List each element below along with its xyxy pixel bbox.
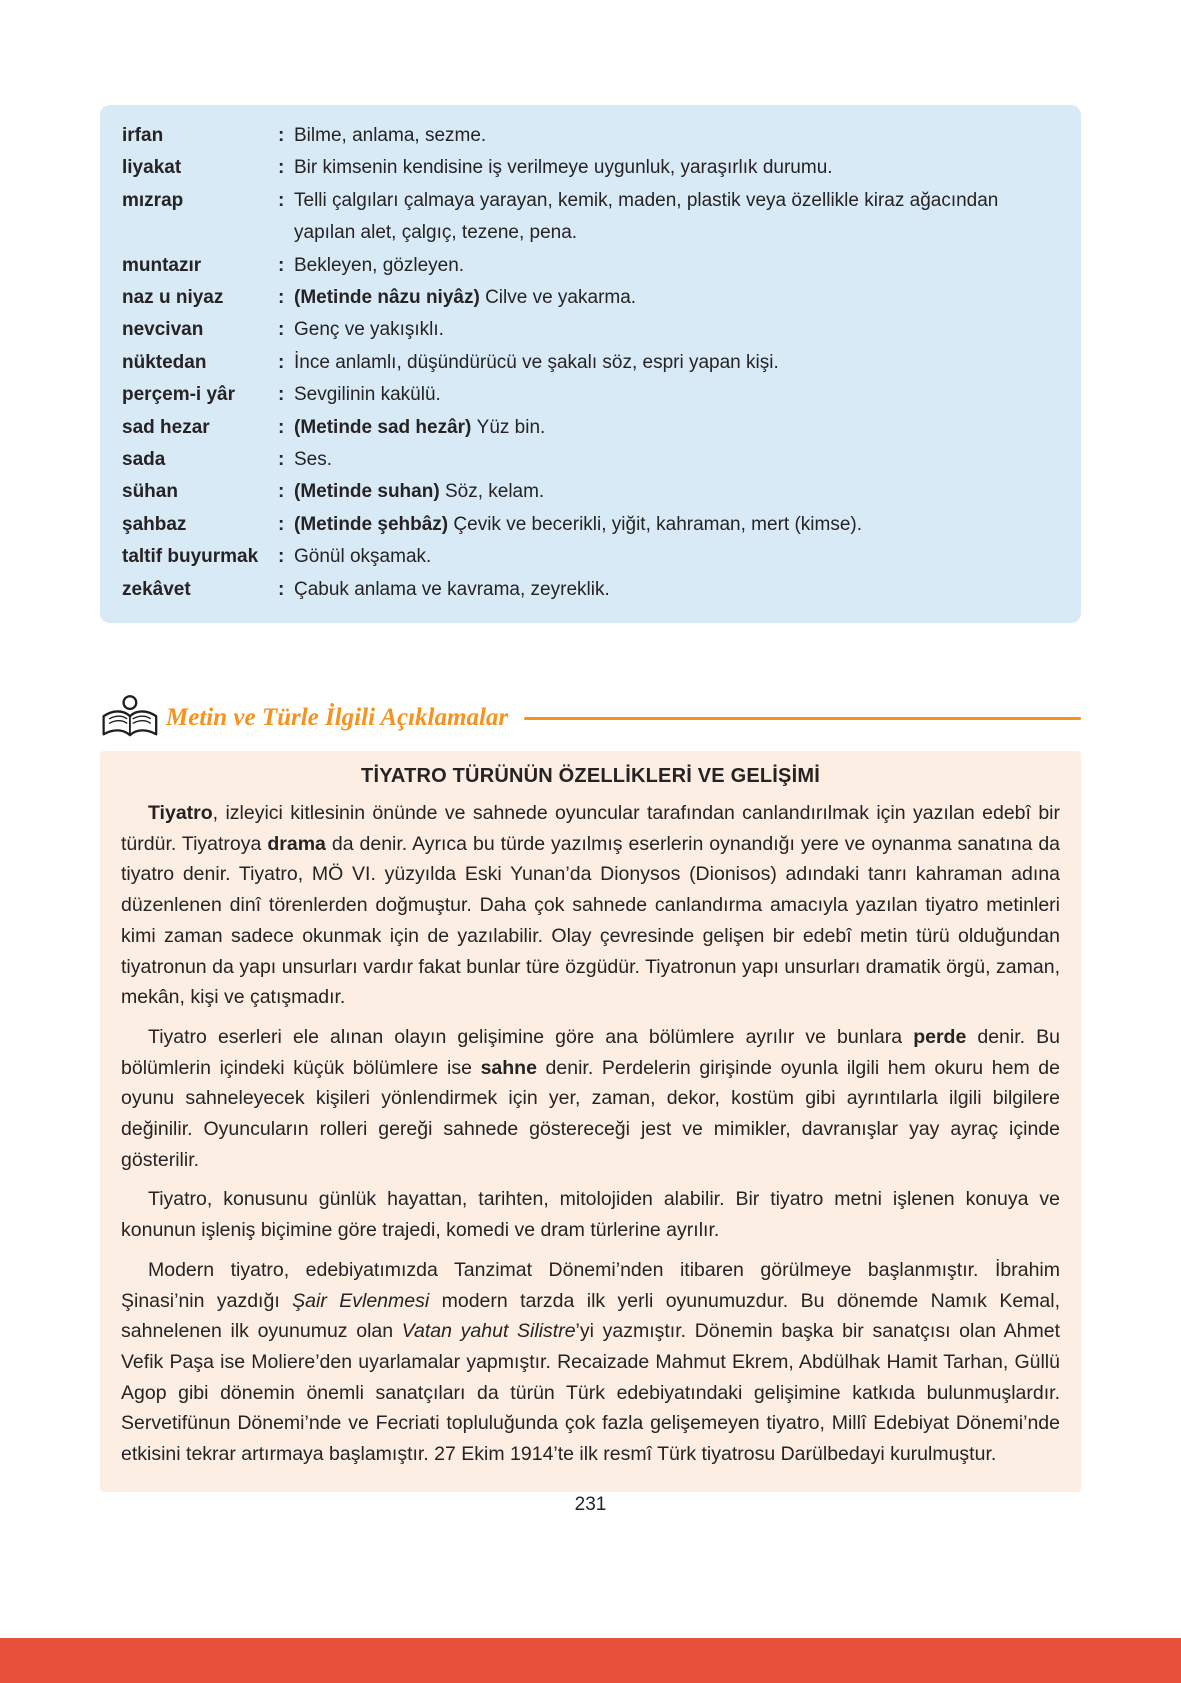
article-title: TİYATRO TÜRÜNÜN ÖZELLİKLERİ VE GELİŞİMİ: [361, 765, 820, 787]
glossary-definition: Gönül okşamak.: [294, 546, 432, 568]
glossary-box: [100, 105, 1081, 623]
glossary-term: naz u niyaz: [122, 287, 224, 309]
footer-bar: [0, 1638, 1181, 1683]
glossary-term: irfan: [122, 125, 164, 146]
glossary-row: [122, 444, 1059, 476]
glossary-definition: Genç ve yakışıklı.: [294, 319, 444, 341]
glossary-term: sad hezar: [122, 416, 210, 438]
glossary-colon: :: [278, 254, 285, 276]
article-box: [100, 751, 1081, 1492]
glossary-term: şahbaz: [122, 513, 187, 535]
glossary-term: sada: [122, 449, 166, 471]
glossary-definition: (Metinde şehbâz) Çevik ve becerikli, yiğit, kahraman, mert (kimse).: [294, 513, 863, 535]
glossary-definition: Telli çalgıları çalmaya yarayan, kemik, maden, plastik veya özellikle kiraz ağacından yapılan alet, çalgıç, tezene, pena.: [294, 189, 999, 244]
glossary-term: muntazır: [122, 254, 202, 276]
section-rule: [524, 717, 1081, 720]
glossary-row: [122, 120, 1059, 152]
article-paragraph: Tiyatro eserleri ele alınan olayın gelişimine göre ana bölümlere ayrılır ve bunlara perde denir. Bu bölümlerin içindeki küçük bölümlere ise sahne denir. Perdelerin girişinde oyunla ilgili hem okuru hem de oyunu sahneleyecek kişileri yönlendirmek için yer, zaman, dekor, kostüm gibi ayrıntılarla ilgili bilgilere değinilir. Oyuncuların rolleri gereği sahnede göstereceği jest ve mimikler, davranışlar yay ayraç içinde gösterilir.: [121, 1025, 1061, 1171]
glossary-definition: Sevgilinin kakülü.: [294, 384, 441, 406]
glossary-definition: İnce anlamlı, düşündürücü ve şakalı söz, espri yapan kişi.: [294, 351, 779, 373]
section-heading: Metin ve Türle İlgili Açıklamalar: [166, 704, 509, 731]
glossary-colon: :: [278, 384, 285, 406]
glossary-row: [122, 541, 1059, 573]
glossary-term: taltif buyurmak: [122, 546, 259, 568]
glossary-definition: Bir kimsenin kendisine iş verilmeye uygunluk, yaraşırlık durumu.: [294, 157, 833, 179]
glossary-row: [122, 476, 1059, 508]
glossary-colon: :: [278, 546, 285, 568]
glossary-row: [122, 412, 1059, 444]
glossary-colon: :: [278, 578, 285, 600]
glossary-term: nevcivan: [122, 319, 204, 341]
article-paragraph: Tiyatro, konusunu günlük hayattan, tarihten, mitolojiden alabilir. Bir tiyatro metni işlenen konuya ve konunun işleniş biçimine göre trajedi, komedi ve dram türlerine ayrılır.: [121, 1188, 1060, 1242]
glossary-colon: :: [278, 416, 285, 438]
glossary-term: nüktedan: [122, 351, 207, 373]
glossary-row: [122, 574, 1059, 606]
page-number: 231: [574, 1494, 607, 1515]
article-paragraphs: [121, 798, 1060, 1470]
glossary-row: [122, 185, 1059, 250]
glossary-row: [122, 152, 1059, 184]
glossary-colon: :: [278, 319, 285, 341]
glossary-term: perçem-i yâr: [122, 384, 236, 406]
glossary-definition: Bilme, anlama, sezme.: [294, 125, 487, 146]
glossary-definition: (Metinde sad hezâr) Yüz bin.: [294, 416, 546, 438]
glossary-row: [122, 347, 1059, 379]
glossary-definition: Çabuk anlama ve kavrama, zeyreklik.: [294, 578, 610, 600]
glossary-row: [122, 314, 1059, 346]
glossary-term: sühan: [122, 481, 178, 503]
glossary-definition: Ses.: [294, 449, 333, 471]
article-paragraph: Modern tiyatro, edebiyatımızda Tanzimat Dönemi’nden itibaren görülmeye başlanmıştır. İbrahim Şinasi’nin yazdığı Şair Evlenmesi modern tarzda ilk yerli oyunumuzdur. Bu dönemde Namık Kemal, sahnelenen ilk oyunumuz olan Vatan yahut Silistre’yi yazmıştır. Dönemin başka bir sanatçısı olan Ahmet Vefik Paşa ise Moliere’den uyarlamalar yapmıştır. Recaizade Mahmut Ekrem, Abdülhak Hamit Tarhan, Güllü Agop gibi dönemin önemli sanatçıları da türün Türk edebiyatındaki gelişimine katkıda bulunmuşlardır. Servetifünun Dönemi’nde ve Fecriati topluluğunda çok fazla gelişemeyen tiyatro, Millî Edebiyat Dönemi’nde etkisini tekrar artırmaya başlamıştır. 27 Ekim 1914’te ilk resmî Türk tiyatrosu Darülbedayi kurulmuştur.: [121, 1258, 1061, 1466]
glossary-colon: :: [278, 189, 285, 211]
glossary-definition: Bekleyen, gözleyen.: [294, 254, 465, 276]
glossary-colon: :: [278, 157, 285, 179]
glossary-row: [122, 250, 1059, 282]
glossary-colon: :: [278, 481, 285, 503]
glossary-row: [122, 282, 1059, 314]
glossary-term: mızrap: [122, 189, 184, 211]
glossary-rows: [122, 120, 1059, 606]
glossary-definition: (Metinde nâzu niyâz) Cilve ve yakarma.: [294, 287, 637, 309]
reader-icon: [100, 694, 158, 742]
glossary-row: [122, 509, 1059, 541]
section-header: [100, 694, 1081, 742]
glossary-term: liyakat: [122, 157, 182, 179]
article-paragraph: Tiyatro, izleyici kitlesinin önünde ve sahnede oyuncular tarafından canlandırılmak için yazılan edebî bir türdür. Tiyatroya drama da denir. Ayrıca bu türde yazılmış eserlerin oynandığı yere ve oynanma sanatına da tiyatro denir. Tiyatro, MÖ VI. yüzyılda Eski Yunan’da Dionysos (Dionisos) adındaki tanrı kahraman adına düzenlenen dinî törenlerden doğmuştur. Daha çok sahnede canlandırma amacıyla yazılan tiyatro metinleri kimi zaman sadece okunmak için de yazılabilir. Olay çevresinde gelişen bir edebî metin türü olduğundan tiyatronun da yapı unsurları vardır fakat bunlar türe özgüdür. Tiyatronun yapı unsurları dramatik örgü, zaman, mekân, kişi ve çatışmadır.: [121, 802, 1061, 1009]
glossary-colon: :: [278, 351, 285, 373]
glossary-colon: :: [278, 513, 285, 535]
glossary-definition: (Metinde suhan) Söz, kelam.: [294, 481, 545, 503]
glossary-term: zekâvet: [122, 578, 191, 600]
glossary-row: [122, 379, 1059, 411]
glossary-colon: :: [278, 287, 285, 309]
glossary-colon: :: [278, 125, 285, 146]
glossary-colon: :: [278, 449, 285, 471]
